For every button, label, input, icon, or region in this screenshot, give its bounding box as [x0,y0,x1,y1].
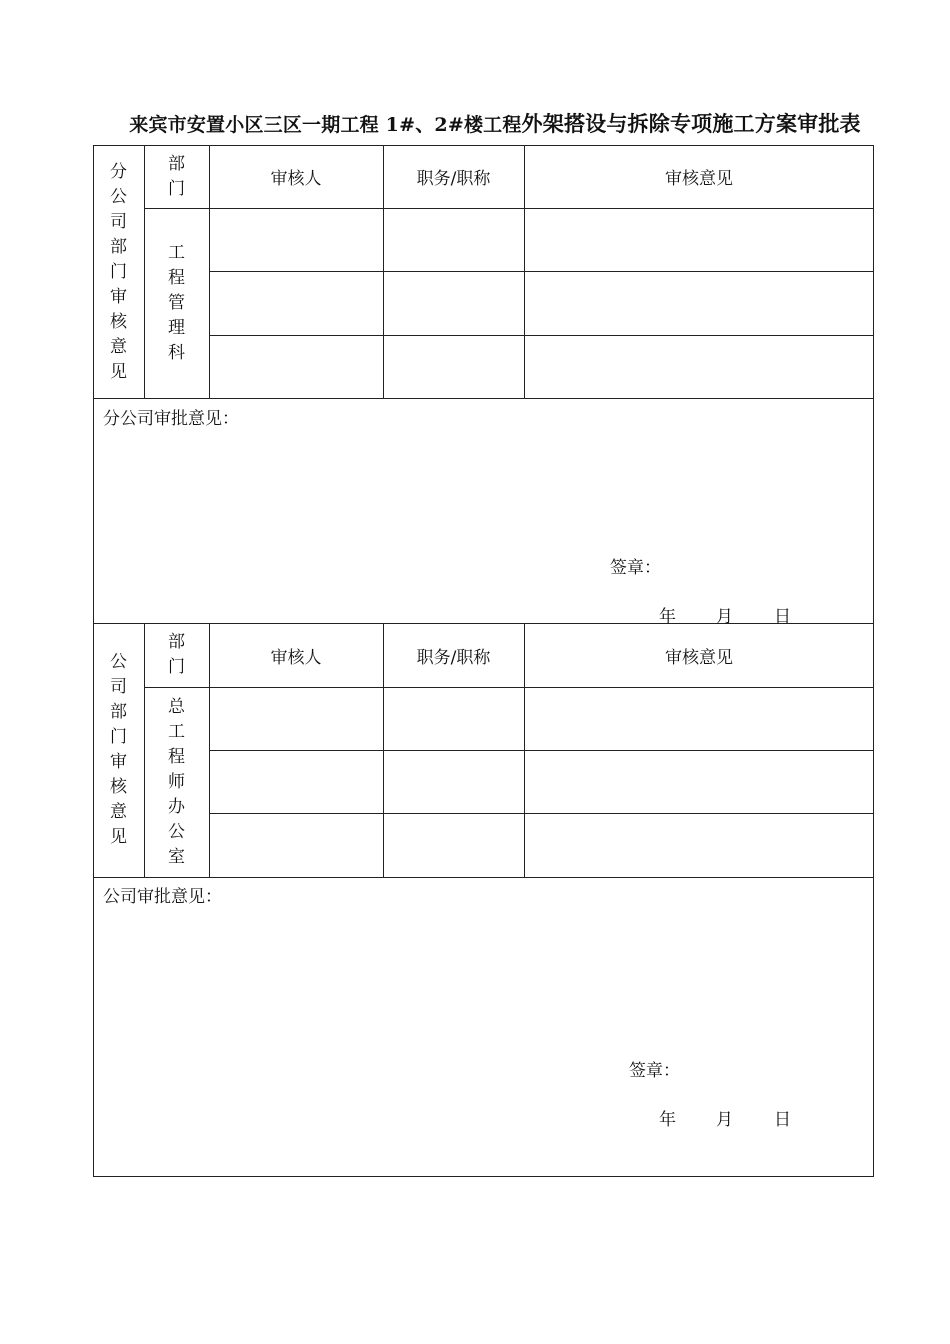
section1-position-cell[interactable] [384,209,524,271]
company-date-day: 日 [774,1110,791,1130]
section2-col-opinion: 审核意见 [665,647,733,668]
section1-reviewer-cell[interactable] [210,209,383,271]
section2-reviewer-cell[interactable] [210,688,383,750]
section2-position-cell[interactable] [384,751,524,813]
grid-line [93,877,874,878]
title-form-name: 外架搭设与拆除专项施工方案审批表 [521,111,861,136]
branch-approval-label: 分公司审批意见： [103,409,239,429]
section2-dept-header: 部 门 [168,632,185,677]
section2-opinion-cell[interactable] [525,751,873,813]
company-seal-label: 签章： [629,1061,680,1081]
title-project: 来宾市安置小区三区一期工程 1#、2#楼工程 [129,114,522,136]
section1-opinion-cell[interactable] [525,209,873,271]
section2-reviewer-cell[interactable] [210,814,383,877]
section2-dept-name: 总 工 程 师 办 公 室 [168,696,185,867]
section2-col-reviewer: 审核人 [270,647,322,668]
section2-opinion-cell[interactable] [525,688,873,750]
company-approval-label: 公司审批意见： [103,887,222,907]
branch-date-year: 年 [659,607,676,627]
section1-dept-header: 部 门 [168,153,185,199]
section2-col-position: 职务/职称 [416,647,491,668]
grid-line [93,398,874,399]
section1-reviewer-cell[interactable] [210,272,383,335]
section1-side-label: 分 公 司 部 门 审 核 意 见 [110,161,127,382]
branch-seal-label: 签章： [610,558,661,578]
branch-date-month: 月 [716,607,733,627]
section1-position-cell[interactable] [384,336,524,398]
section2-position-cell[interactable] [384,814,524,877]
section2-position-cell[interactable] [384,688,524,750]
company-date-month: 月 [716,1110,733,1130]
section1-col-reviewer: 审核人 [270,169,322,189]
branch-approval-area[interactable] [94,426,873,546]
section2-side-label: 公 司 部 门 审 核 意 见 [110,652,127,847]
section2-opinion-cell[interactable] [525,814,873,877]
section1-position-cell[interactable] [384,272,524,335]
company-approval-area[interactable] [94,905,873,1045]
company-date-year: 年 [659,1110,676,1130]
section1-col-position: 职务/职称 [416,169,491,189]
section1-col-opinion: 审核意见 [665,169,733,189]
section1-dept-name: 工 程 管 理 科 [168,242,185,363]
section2-reviewer-cell[interactable] [210,751,383,813]
section1-opinion-cell[interactable] [525,336,873,398]
section1-reviewer-cell[interactable] [210,336,383,398]
form-title [0,108,950,138]
section1-opinion-cell[interactable] [525,272,873,335]
branch-date-day: 日 [774,607,791,627]
